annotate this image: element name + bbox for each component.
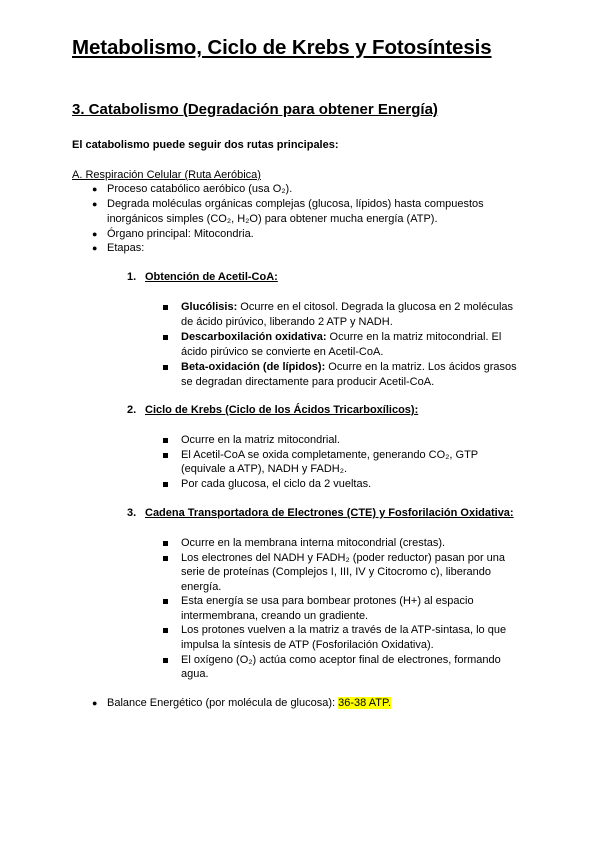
bullet-text-cont: inorgánicos simples (CO₂, H₂O) para obtener mucha energía (ATP). (107, 213, 438, 225)
item-text: Ocurre en la matriz mitocondrial. El (326, 331, 502, 343)
square-bullet-icon (163, 335, 168, 340)
list-item: Los electrones del NADH y FADH₂ (poder reductor) pasan por una (181, 552, 506, 564)
item-term: Descarboxilación oxidativa: (181, 331, 327, 343)
list-item: Ocurre en la matriz mitocondrial. (181, 434, 340, 446)
list-item: Por cada glucosa, el ciclo da 2 vueltas. (181, 478, 372, 490)
square-bullet-icon (163, 556, 168, 561)
step-number: 1. (127, 271, 137, 283)
bullet-icon: ● (92, 184, 98, 194)
list-item-cont: ácido pirúvico se convierte en Acetil-CoA. (181, 346, 384, 358)
energy-balance (107, 696, 391, 711)
square-bullet-icon (163, 453, 168, 458)
list-item (181, 300, 513, 315)
bullet-text: Proceso catabólico aeróbico (usa O₂). (107, 183, 293, 195)
bullet-text: Etapas: (107, 242, 145, 254)
list-item (181, 330, 501, 345)
list-item-cont: de ácido pirúvico, liberando 2 ATP y NADH. (181, 316, 393, 328)
section-heading: 3. Catabolismo (Degradación para obtener Energía) (72, 101, 438, 118)
bullet-text: Órgano principal: Mitocondria. (107, 228, 254, 240)
step-title: Cadena Transportadora de Electrones (CTE) y Fosforilación Oxidativa: (145, 507, 514, 519)
bullet-icon: ● (92, 243, 98, 253)
bullet-icon: ● (92, 229, 98, 239)
list-item: El Acetil-CoA se oxida completamente, generando CO₂, GTP (181, 449, 479, 461)
square-bullet-icon (163, 658, 168, 663)
square-bullet-icon (163, 438, 168, 443)
item-text: Ocurre en el citosol. Degrada la glucosa en 2 moléculas (237, 301, 514, 313)
energy-balance-label: Balance Energético (por molécula de glucosa): (107, 697, 339, 709)
bullet-icon: ● (92, 199, 98, 209)
step-number: 3. (127, 507, 137, 519)
step-number: 2. (127, 404, 137, 416)
list-item-cont: energía. (181, 581, 222, 593)
square-bullet-icon (163, 599, 168, 604)
list-item: Ocurre en la membrana interna mitocondrial (crestas). (181, 537, 446, 549)
list-item-cont: agua. (181, 668, 209, 680)
square-bullet-icon (163, 541, 168, 546)
list-item: Esta energía se usa para bombear protones (H+) al espacio (181, 595, 474, 607)
intro-text: El catabolismo puede seguir dos rutas principales: (72, 139, 339, 151)
energy-balance-value: 36-38 ATP. (338, 697, 391, 709)
list-item-cont: serie de proteínas (Complejos I, III, IV y Citocromo c), liberando (181, 566, 491, 578)
square-bullet-icon (163, 305, 168, 310)
item-term: Beta-oxidación (de lípidos): (181, 361, 326, 373)
list-item-cont: (equivale a ATP), NADH y FADH₂. (181, 463, 348, 475)
list-item (181, 360, 517, 375)
bullet-icon: ● (92, 698, 98, 708)
step-title: Ciclo de Krebs (Ciclo de los Ácidos Tricarboxílicos): (145, 404, 419, 416)
step-title: Obtención de Acetil-CoA: (145, 271, 278, 283)
item-text: Ocurre en la matriz. Los ácidos grasos (325, 361, 517, 373)
item-term: Glucólisis: (181, 301, 238, 313)
square-bullet-icon (163, 628, 168, 633)
list-item: Los protones vuelven a la matriz a través de la ATP-sintasa, lo que (181, 624, 507, 636)
list-item: El oxígeno (O₂) actúa como aceptor final de electrones, formando (181, 654, 501, 666)
list-item-cont: se degradan directamente para producir Acetil-CoA. (181, 376, 435, 388)
route-a-title: A. Respiración Celular (Ruta Aeróbica) (72, 169, 261, 181)
square-bullet-icon (163, 482, 168, 487)
bullet-text: Degrada moléculas orgánicas complejas (glucosa, lípidos) hasta compuestos (107, 198, 484, 210)
list-item-cont: intermembrana, creando un gradiente. (181, 610, 369, 622)
document-title: Metabolismo, Ciclo de Krebs y Fotosíntesis (72, 36, 492, 59)
square-bullet-icon (163, 365, 168, 370)
list-item-cont: impulsa la síntesis de ATP (Fosforilación Oxidativa). (181, 639, 434, 651)
